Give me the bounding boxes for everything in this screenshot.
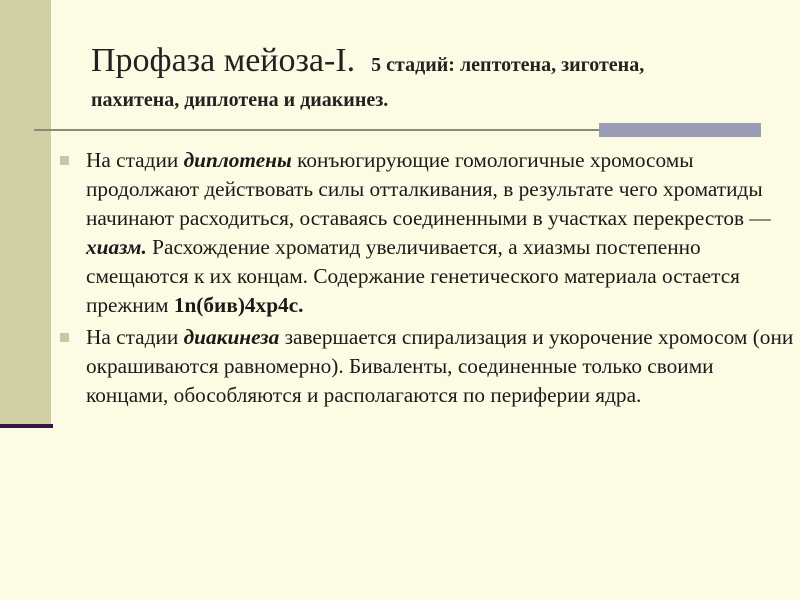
bullet-text: Расхождение хроматид увеличивается, а хиазмы постепенно смещаются к их концам. Содержание генетического материала остается прежним: [86, 235, 740, 317]
term-diplotene: диплотены: [183, 148, 292, 172]
title-subtitle-line2: пахитена, диплотена и диакинез.: [91, 89, 389, 111]
bullet-text: завершается спирализация и укорочение хромосом (они окрашиваются равномерно). Биваленты, соединенные только своими концами, обособляются и располагаются по периферии ядра.: [86, 325, 794, 407]
square-bullet-icon: [60, 156, 69, 165]
side-decor-band: [0, 0, 51, 428]
bullet-text: На стадии: [86, 148, 184, 172]
slide-title: [91, 40, 781, 85]
bullet-text: конъюгирующие гомологичные хромосомы продолжают действовать силы отталкивания, в результате чего хроматиды начинают расходиться, оставаясь соединенными в участках перекрестов —: [86, 148, 771, 230]
term-diakinesis: диакинеза: [183, 325, 280, 349]
list-item: [60, 323, 800, 410]
side-decor-line: [0, 424, 53, 428]
title-divider-accent: [599, 123, 761, 137]
bullet-text: На стадии: [86, 325, 184, 349]
list-item: [60, 146, 800, 320]
title-subtitle-line1: 5 стадий: лептотена, зиготена,: [371, 54, 645, 76]
bullet-list: [60, 146, 800, 413]
square-bullet-icon: [60, 333, 69, 342]
formula: 1n(бив)4хр4с.: [173, 293, 304, 317]
term-chiasma: хиазм.: [86, 235, 147, 259]
title-main: Профаза мейоза-I.: [91, 42, 356, 79]
